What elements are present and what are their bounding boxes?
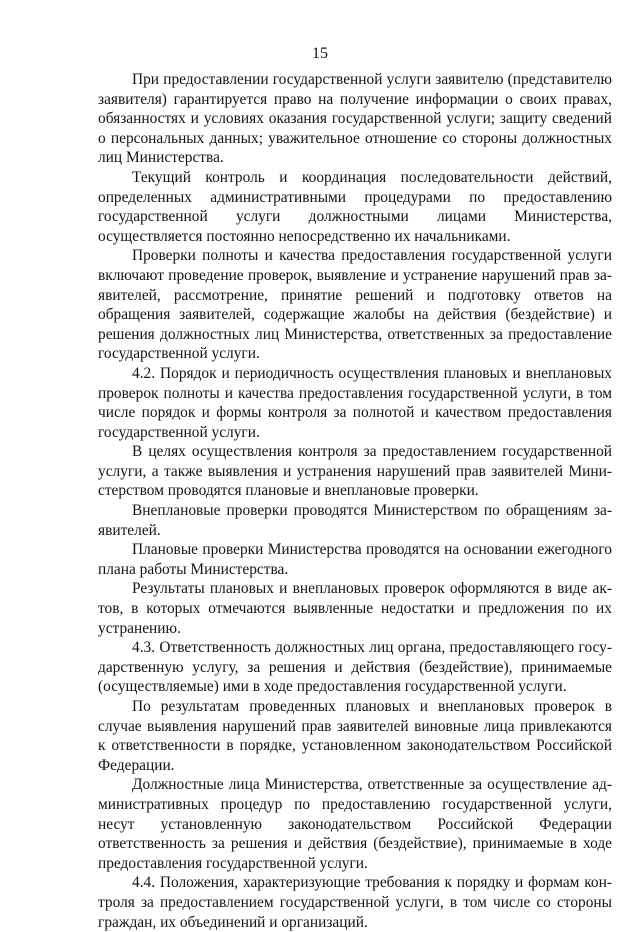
page-number: 15 [312, 45, 328, 62]
paragraph: Должностные лица Министерства, ответственные за осуществление административных процедур по предоставлению государственной услуги, несут установленную законодательством Российской Федерации ответственность за решения и действия (бездействие), принимаемые в ходе предоставления государственной услуги. [98, 776, 612, 872]
paragraph: По результатам проведенных плановых и внеплановых проверок в случае выявления нарушений прав заявителей виновные лица привлекаются к ответственности в порядке, установленном законодательством Российской Федерации. [98, 698, 612, 774]
paragraph: Внеплановые проверки проводятся Министерством по обращениям заявителей. [98, 502, 612, 539]
paragraph: Результаты плановых и внеплановых проверок оформляются в виде актов, в которых отмечаются выявленные недостатки и предложения по их устранению. [98, 580, 612, 637]
section-heading-4-4: 4.4. Положения, характеризующие требования к порядку и формам контроля за предоставлением государственной услуги, в том числе со стороны граждан, их объединений и организаций. [98, 874, 612, 931]
paragraph: В целях осуществления контроля за предоставлением государственной услуги, а также выявления и устранения нарушений прав заявителей Министерством проводятся плановые и внеплановые проверки. [98, 443, 612, 500]
paragraph: Текущий контроль и координация последовательности действий, определенных административными процедурами по предоставлению государственной услуги должностными лицами Министерства, осуществляется постоянно непосредственно их начальниками. [98, 168, 612, 245]
paragraph: Проверки полноты и качества предоставления государственной услуги включают проведение проверок, выявление и устранение нарушений прав заявителей, рассмотрение, принятие решений и подготовку ответов на обращения заявителей, содержащие жалобы на действия (бездействие) и решения должностных лиц Министерства, ответственных за предоставление государственной услуги. [98, 247, 612, 363]
paragraph: При предоставлении государственной услуги заявителю (представителю заявителя) гарантируется право на получение информации о своих правах, обязанностях и условиях оказания государственной услуги; защиту сведений о персональных данных; уважительное отношение со стороны должностных лиц Министерства. [98, 71, 612, 167]
paragraph: Плановые проверки Министерства проводятся на основании ежегодного плана работы Министерства. [98, 541, 612, 578]
body-text [98, 70, 612, 932]
section-heading-4-2: 4.2. Порядок и периодичность осуществления плановых и внеплановых проверок полноты и качества предоставления государственной услуги, в том числе порядок и формы контроля за полнотой и качеством предоставления государственной услуги. [98, 364, 612, 441]
section-heading-4-3: 4.3. Ответственность должностных лиц органа, предоставляющего государственную услугу, за решения и действия (бездействие), принимаемые (осуществляемые) ими в ходе предоставления государственной услуги. [98, 639, 612, 696]
